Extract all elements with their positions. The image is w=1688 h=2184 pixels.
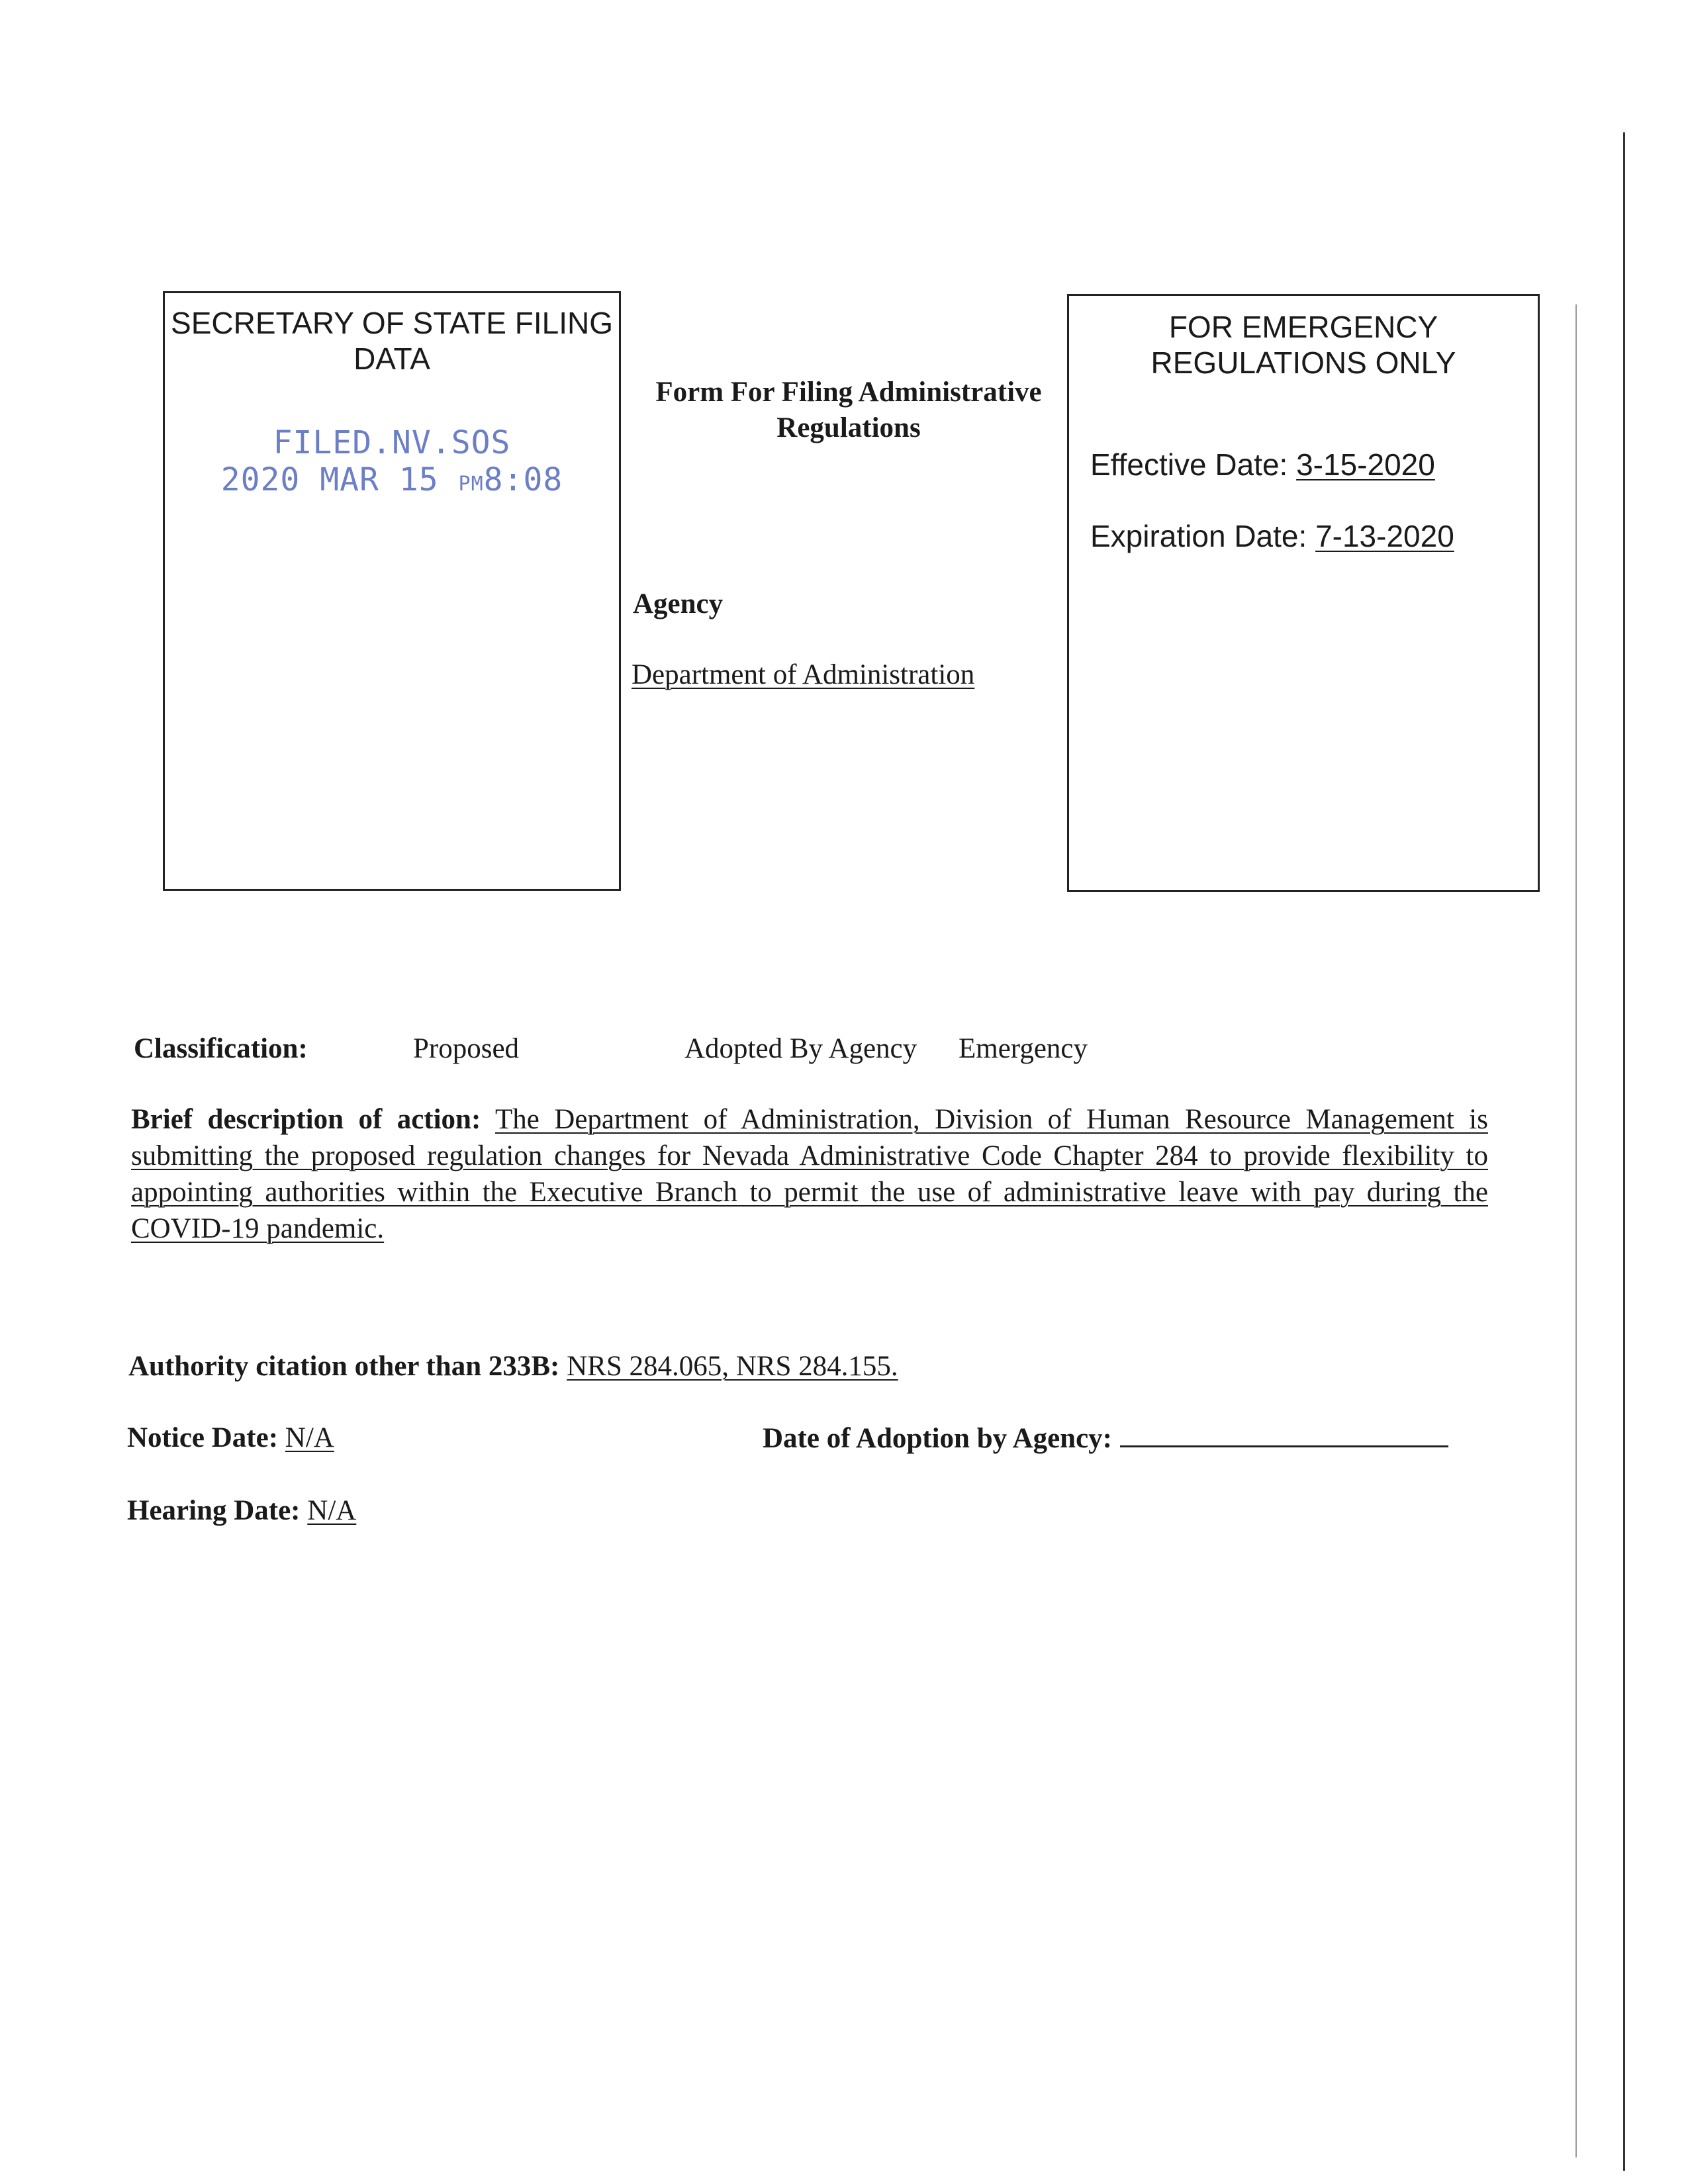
notice-date-label: Notice Date: (127, 1422, 279, 1453)
scan-edge-line-faint (1575, 304, 1577, 2158)
stamp-date: 2020 MAR 15 (220, 461, 439, 498)
hearing-date-value: N/A (307, 1495, 357, 1526)
brief-description-label: Brief description of action: (131, 1104, 481, 1135)
classification-label: Classification: (134, 1033, 308, 1064)
filed-stamp (165, 424, 619, 503)
classification-proposed: Proposed (413, 1033, 520, 1064)
form-title: Form For Filing Administrative Regulations (655, 377, 1042, 443)
stamp-time: 8:08 (483, 461, 563, 498)
emergency-box-title: FOR EMERGENCY REGULATIONS ONLY (1150, 310, 1456, 380)
hearing-date-label: Hearing Date: (127, 1495, 301, 1526)
notice-date (127, 1422, 334, 1454)
adoption-date-blank (1120, 1422, 1448, 1447)
effective-date (1090, 447, 1435, 482)
brief-description (131, 1101, 1488, 1247)
stamp-line-2 (165, 461, 619, 503)
expiration-date-label: Expiration Date: (1090, 519, 1307, 553)
emergency-regulations-box (1067, 294, 1540, 892)
scan-edge-line (1623, 132, 1625, 2171)
hearing-date (127, 1494, 356, 1527)
filing-box-title: SECRETARY OF STATE FILING DATA (171, 306, 613, 376)
stamp-line-1: FILED.NV.SOS (273, 424, 511, 461)
authority-citation-label: Authority citation other than 233B: (128, 1351, 560, 1382)
effective-date-label: Effective Date: (1090, 447, 1288, 482)
notice-date-value: N/A (285, 1422, 334, 1453)
brief-description-text: The Department of Administration, Division of Human Resource Management is submitting the proposed regulation changes for Nevada Administrative Code Chapter 284 to provide flexibility to appointing authorities within the Executive Branch to permit the use of administrative leave with pay during the COVID-19 pandemic. (131, 1104, 1488, 1244)
authority-citation-value: NRS 284.065, NRS 284.155. (567, 1351, 898, 1382)
stamp-pm: PM (458, 473, 484, 496)
effective-date-value: 3-15-2020 (1296, 447, 1435, 482)
agency-name: Department of Administration (632, 659, 975, 690)
adoption-date-label: Date of Adoption by Agency: (763, 1423, 1112, 1454)
agency-label: Agency (633, 588, 724, 619)
classification-emergency: Emergency (959, 1033, 1088, 1064)
expiration-date-value: 7-13-2020 (1315, 519, 1454, 553)
authority-citation (128, 1350, 898, 1383)
expiration-date (1090, 518, 1454, 554)
classification-adopted: Adopted By Agency (684, 1033, 917, 1064)
adoption-date (763, 1422, 1448, 1455)
filing-data-box (163, 291, 621, 891)
